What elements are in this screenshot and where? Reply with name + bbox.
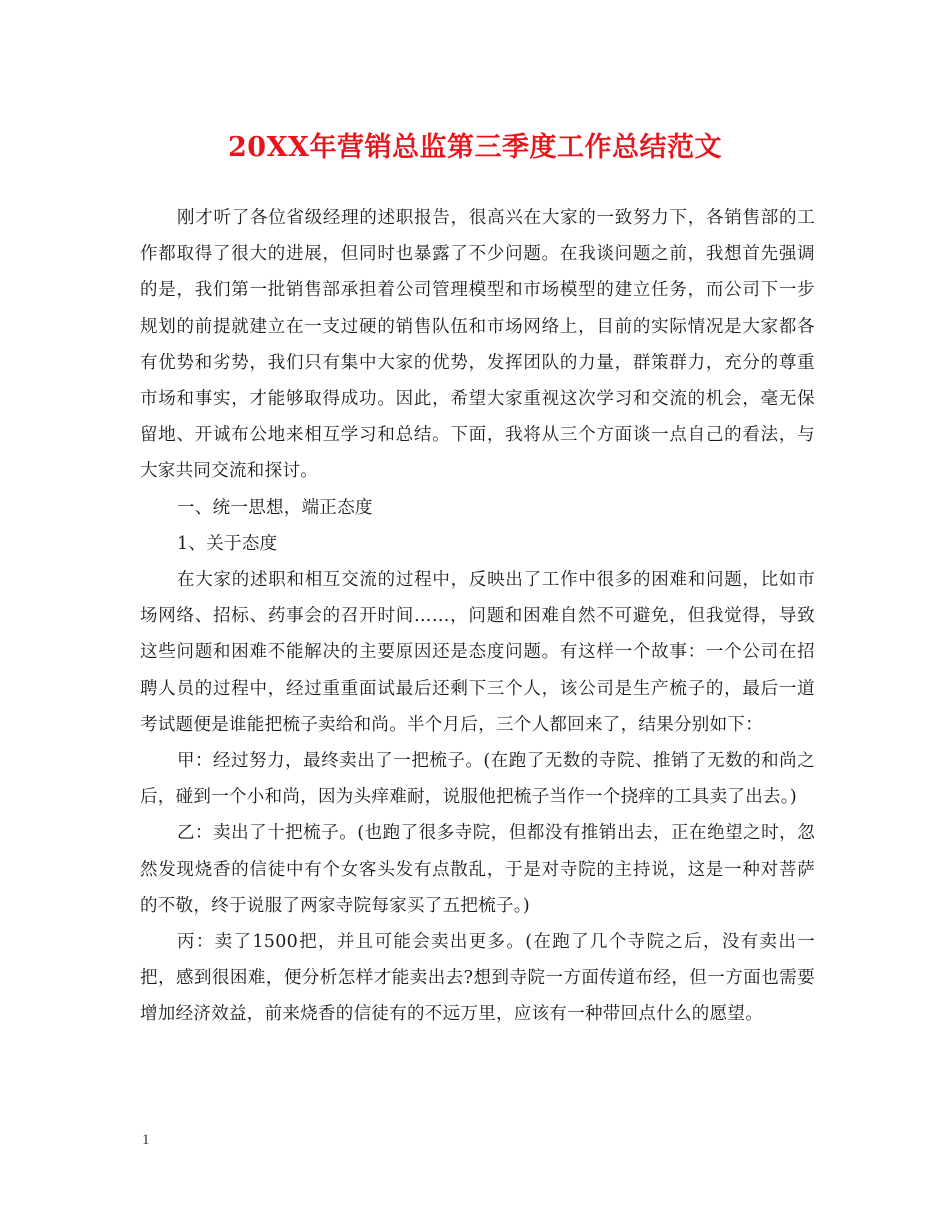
document-body — [140, 200, 815, 1033]
page-number: 1 — [142, 1132, 150, 1148]
section-heading-unify-thinking: 一、统一思想，端正态度 — [177, 497, 373, 518]
document-title: 20XX年营销总监第三季度工作总结范文 — [228, 132, 722, 163]
paragraph-candidate-a: 甲：经过努力，最终卖出了一把梳子。(在跑了无数的寺院、推销了无数的和尚之后，碰到一个小和尚，因为头痒难耐，说服他把梳子当作一个挠痒的工具卖了出去。) — [140, 751, 815, 808]
paragraph-story: 在大家的述职和相互交流的过程中，反映出了工作中很多的困难和问题，比如市场网络、招标、药事会的召开时间……，问题和困难自然不可避免，但我觉得，导致这些问题和困难不能解决的主要原因还是态度问题。有这样一个故事：一个公司在招聘人员的过程中，经过重重面试最后还剩下三个人，该公司是生产梳子的，最后一道考试题便是谁能把梳子卖给和尚。半个月后，三个人都回来了，结果分别如下： — [140, 570, 815, 735]
paragraph-candidate-b: 乙：卖出了十把梳子。(也跑了很多寺院，但都没有推销出去，正在绝望之时，忽然发现烧香的信徒中有个女客头发有点散乱，于是对寺院的主持说，这是一种对菩萨的不敬，终于说服了两家寺院每家买了五把梳子。) — [140, 823, 815, 916]
subsection-heading-attitude: 1、关于态度 — [177, 533, 278, 554]
paragraph-intro: 刚才听了各位省级经理的述职报告，很高兴在大家的一致努力下，各销售部的工作都取得了很大的进展，但同时也暴露了不少问题。在我谈问题之前，我想首先强调的是，我们第一批销售部承担着公司管理模型和市场模型的建立任务，而公司下一步规划的前提就建立在一支过硬的销售队伍和市场网络上，目前的实际情况是大家都各有优势和劣势，我们只有集中大家的优势，发挥团队的力量，群策群力，充分的尊重市场和事实，才能够取得成功。因此，希望大家重视这次学习和交流的机会，毫无保留地、开诚布公地来相互学习和总结。下面，我将从三个方面谈一点自己的看法，与大家共同交流和探讨。 — [140, 208, 815, 482]
paragraph-candidate-c: 丙：卖了1500把，并且可能会卖出更多。(在跑了几个寺院之后，没有卖出一把，感到很困难，便分析怎样才能卖出去?想到寺院一方面传道布经，但一方面也需要增加经济效益，前来烧香的信徒有的不远万里，应该有一种带回点什么的愿望。 — [140, 932, 815, 1025]
